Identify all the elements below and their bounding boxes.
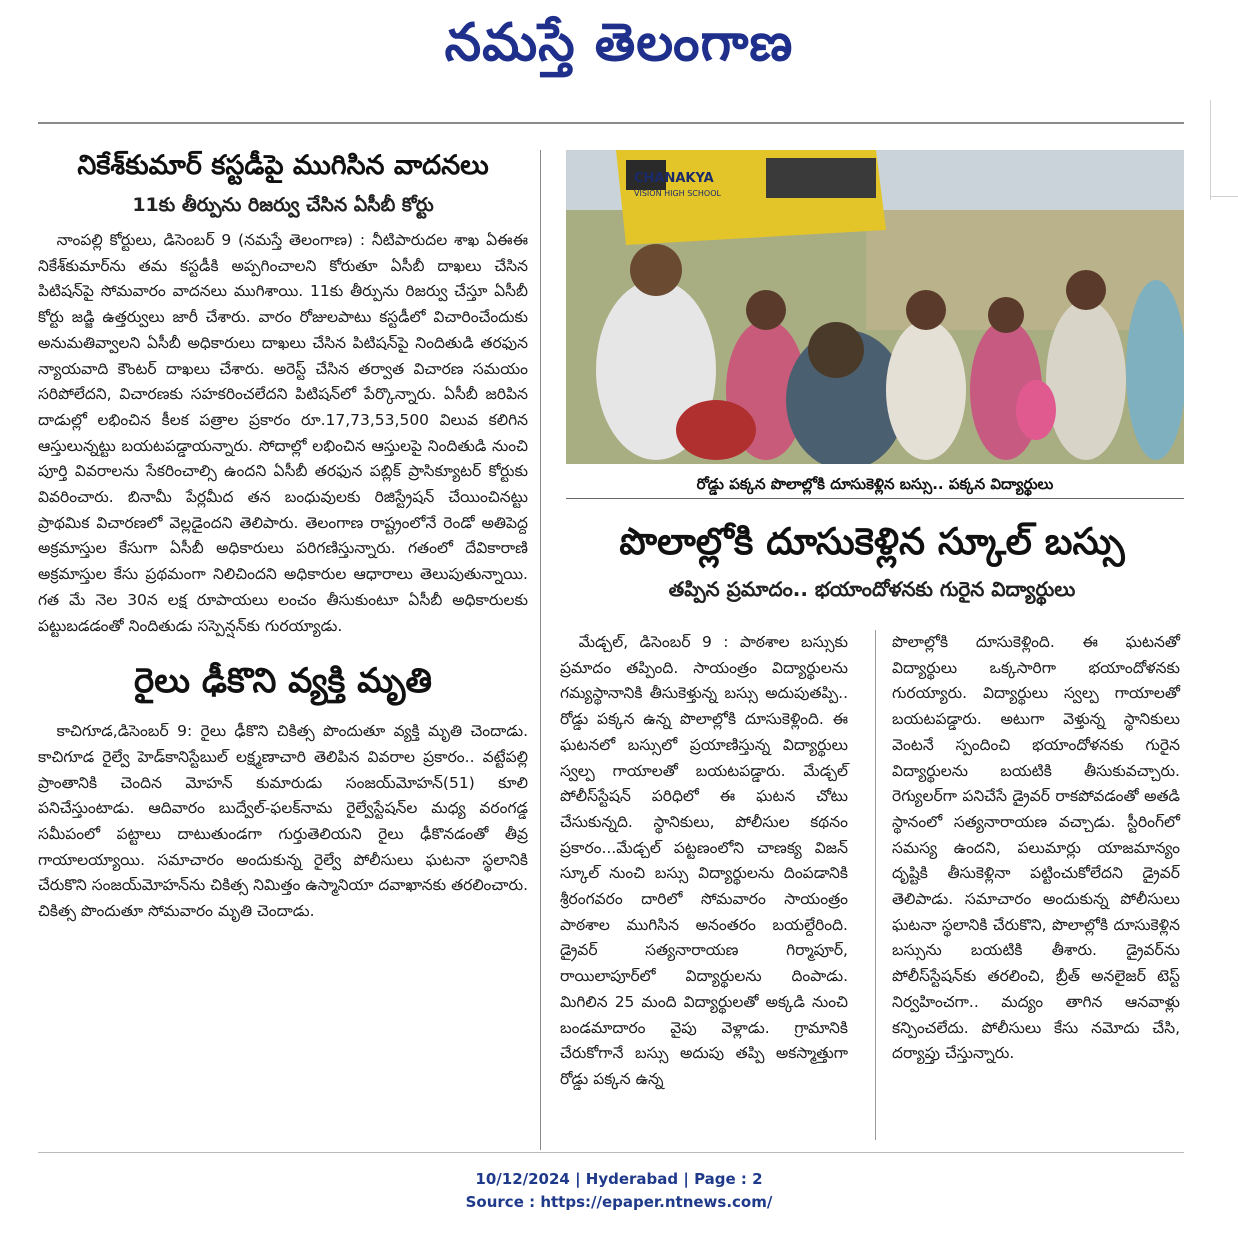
newspaper-logo: నమస్తే తెలంగాణ bbox=[444, 13, 794, 73]
article-headline: పొలాల్లోకి దూసుకెళ్లిన స్కూల్ బస్సు bbox=[619, 520, 1125, 563]
left-column bbox=[38, 148, 528, 925]
school-bus-photo bbox=[566, 150, 1184, 464]
article-body: కాచిగూడ,డిసెంబర్ 9: రైలు ఢీకొని చికిత్స పొందుతూ వ్యక్తి మృతి చెందాడు. కాచిగూడ రైల్వే హెడ్‌కానిస్టేబుల్ లక్ష్మణాచారి తెలిపిన వివరాల ప్రకారం.. వట్టేపల్లి ప్రాంతానికి చెందిన మోహన్ కుమారుడు సంజయ్‌మోహన్(51) కూలి పనిచేస్తుంటాడు. ఆదివారం బుద్వేల్-ఫలక్‌నామ రైల్వేస్టేషన్‌ల మధ్య వరంగడ్డ సమీపంలో పట్టాలు దాటుతుండగా గుర్తుతెలియని రైలు ఢీకొనడంతో తీవ్ర గాయాలయ్యాయి. సమాచారం అందుకున్న రైల్వే పోలీసులు ఘటనా స్థలానికి చేరుకొని సంజయ్‌మోహన్‌ను చికిత్స నిమిత్తం ఉస్మానియా దవాఖానకు తరలించారు. చికిత్స పొందుతూ సోమవారం మృతి చెందాడు. bbox=[38, 722, 528, 921]
column-divider bbox=[540, 150, 541, 1150]
header-rule bbox=[38, 122, 1184, 124]
article-custody bbox=[38, 148, 528, 639]
bottom-rule bbox=[38, 1152, 1184, 1153]
footer-date-line: 10/12/2024 | Hyderabad | Page : 2 bbox=[475, 1170, 763, 1188]
article-headline: రైలు ఢీకొని వ్యక్తి మృతి bbox=[134, 661, 432, 702]
bus-text: VISION HIGH SCHOOL bbox=[634, 189, 721, 198]
column-divider bbox=[875, 630, 876, 1140]
bus-text: CHANAKYA bbox=[634, 171, 714, 186]
article-body: నాంపల్లి కోర్టులు, డిసెంబర్ 9 (నమస్తే తెలంగాణ) : నీటిపారుదల శాఖ ఏఈఈ నికేశ్‌కుమార్‌ను తమ కస్టడీకి అప్పగించాలని కోరుతూ ఏసీబీ దాఖలు చేసిన పిటిషన్‌పై సోమవారం వాదనలు ముగిశాయి. 11కు తీర్పును రిజర్వు చేస్తూ ఏసీబీ కోర్టు జడ్జి ఉత్తర్వులు జారీ చేశారు. వారం రోజులపాటు కస్టడీలో విచారించేందుకు అనుమతివ్వాలని ఏసీబీ అధికారులు దాఖలు చేసిన పిటిషన్‌పై నిందితుడి తరఫున న్యాయవాది కౌంటర్ దాఖలు చేశారు. అరెస్ట్ చేసిన తర్వాత విచారణ సమయం సరిపోలేదని, విచారణకు సహకరించలేదని పిటిషన్‌లో పేర్కొన్నారు. ఏసీబీ జరిపిన దాడుల్లో లభించిన కీలక పత్రాల ప్రకారం రూ.17,73,53,500 విలువ కలిగిన ఆస్తులున్నట్టు బయటపడ్డాయన్నారు. సోదాల్లో లభించిన ఆస్తులపై నిందితుడి నుంచి పూర్తి వివరాలను సేకరించాల్సి ఉందని ఏసీబీ తరఫున పబ్లిక్ ప్రాసిక్యూటర్ కోర్టుకు వివరించారు. బినామీ పేర్లమీద తన బంధువులకు రిజిస్ట్రేషన్ చేయించినట్టు ప్రాథమిక విచారణలో వెల్లడైందని తెలిపారు. తెలంగాణ రాష్ట్రంలోనే రెండో అతిపెద్ద అక్రమాస్తుల కేసుగా ఏసీబీ అధికారులు పరిగణిస్తున్నారు. గతంలో దేవికారాణి అక్రమాస్తుల కేసు ప్రథమంగా నిలిచిందని అధికారుల ఆధారాలు తెలుపుతున్నాయి. గత మే నెల 30న లక్ష రూపాయలు లంచం తీసుకుంటూ ఏసీబీ అధికారులకు పట్టుబడడంతో నిందితుడు సస్పెన్షన్‌కు గురయ్యాడు. bbox=[38, 231, 528, 635]
article-body-column-2: పొలాల్లోకి దూసుకెళ్లింది. ఈ ఘటనతో విద్యార్థులు ఒక్కసారిగా భయాందోళనకు గురయ్యారు. విద్యార్థులు స్వల్ప గాయాలతో బయటపడ్డారు. అటుగా వెళ్తున్న స్థానికులు వెంటనే స్పందించి భయాందోళనకు గురైన విద్యార్థులను బయటికి తీసుకువచ్చారు. రెగ్యులర్‌గా పనిచేసే డ్రైవర్ రాకపోవడంతో అతడి స్థానంలో సత్యనారాయణ వచ్చాడు. స్టీరింగ్‌లో సమస్య ఉందని, పలుమార్లు యాజమాన్యం దృష్టికి తీసుకెళ్లినా పట్టించుకోలేదని డ్రైవర్ తెలిపాడు. సమాచారం అందుకున్న పోలీసులు ఘటనా స్థలానికి చేరుకొని, పొలాల్లోకి దూసుకెళ్లిన బస్సును బయటికి తీశారు. డ్రైవర్‌ను పోలీస్‌స్టేషన్‌కు తరలించి, బ్రీత్ అనలైజర్ టెస్ట్ నిర్వహించగా.. మద్యం తాగిన ఆనవాళ్లు కన్పించలేదు. పోలీసులు కేసు నమోదు చేసి, దర్యాప్తు చేస్తున్నారు. bbox=[892, 633, 1180, 1063]
photo-caption: రోడ్డు పక్కన పొలాల్లోకి దూసుకెళ్లిన బస్సు.. పక్కన విద్యార్థులు bbox=[566, 470, 1184, 499]
page-edge-mark bbox=[1210, 100, 1211, 200]
page-edge-mark bbox=[1210, 196, 1238, 197]
article-body-column-1: మేడ్చల్, డిసెంబర్ 9 : పాఠశాల బస్సుకు ప్రమాదం తప్పింది. సాయంత్రం విద్యార్థులను గమ్యస్థానానికి తీసుకెళ్తున్న బస్సు అదుపుతప్పి.. రోడ్డు పక్కన ఉన్న పొలాల్లోకి దూసుకెళ్లింది. ఈ ఘటనలో బస్సులో ప్రయాణిస్తున్న విద్యార్థులు స్వల్ప గాయాలతో బయటపడ్డారు. మేడ్చల్ పోలీస్‌స్టేషన్ పరిధిలో ఈ ఘటన చోటు చేసుకున్నది. స్థానికులు, పోలీసుల కథనం ప్రకారం...మేడ్చల్ పట్టణంలోని చాణక్య విజన్ స్కూల్ నుంచి బస్సు విద్యార్థులను దింపడానికి శ్రీరంగవరం దారిలో సోమవారం సాయంత్రం పాఠశాల ముగిసిన అనంతరం బయల్దేరింది. డ్రైవర్ సత్యనారాయణ గిర్మాపూర్, రాయిలాపూర్‌లో విద్యార్థులను దింపాడు. మిగిలిన 25 మంది విద్యార్థులతో అక్కడి నుంచి బండమాదారం వైపు వెళ్లాడు. గ్రామానికి చేరుకోగానే బస్సు అదుపు తప్పి అకస్మాత్తుగా రోడ్డు పక్కన ఉన్న bbox=[560, 633, 848, 1088]
article-headline: నికేశ్‌కుమార్ కస్టడీపై ముగిసిన వాదనలు bbox=[77, 150, 489, 181]
news-photo bbox=[566, 150, 1184, 464]
article-subhead: తప్పిన ప్రమాదం.. భయాందోళనకు గురైన విద్యార్థులు bbox=[668, 577, 1076, 601]
article-subhead: 11కు తీర్పును రిజర్వు చేసిన ఏసీబీ కోర్టు bbox=[132, 194, 434, 216]
article-train-accident bbox=[38, 657, 528, 925]
masthead bbox=[0, 4, 1238, 82]
footer-source-line: Source : https://epaper.ntnews.com/ bbox=[465, 1193, 773, 1211]
